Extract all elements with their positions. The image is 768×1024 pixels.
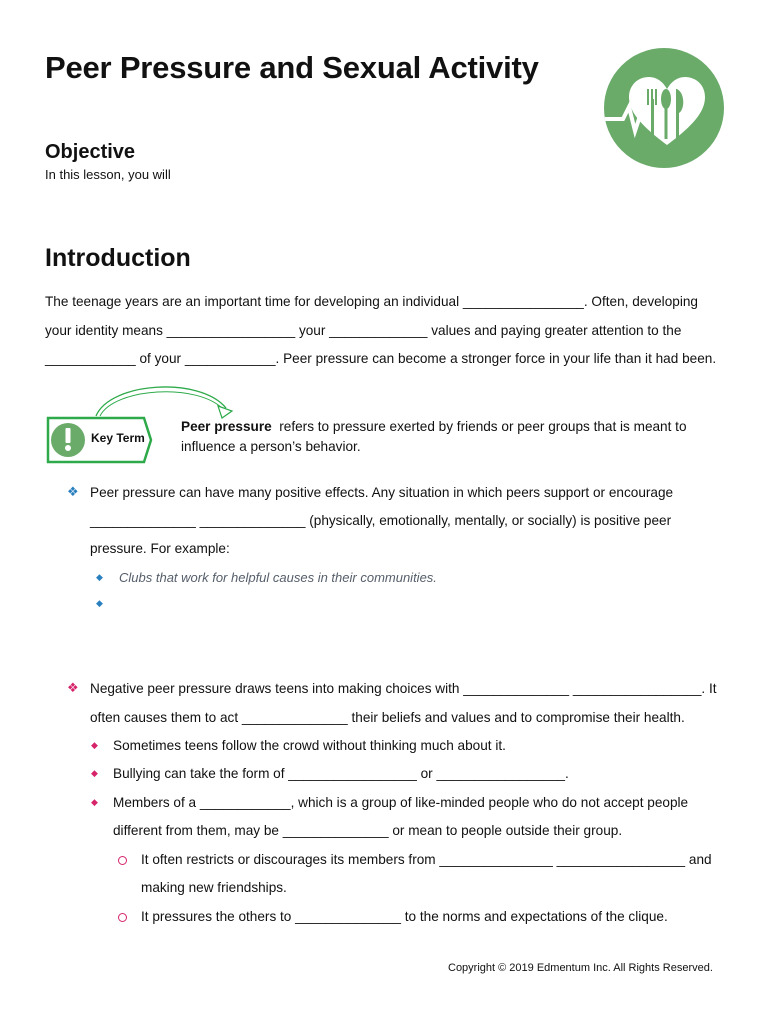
circle-bullet-icon xyxy=(118,913,127,922)
intro-line: The teenage years are an important time for developing an individual ________________. Often, developing xyxy=(45,294,698,309)
positive-line: pressure. For example: xyxy=(90,541,230,556)
small-diamond-bullet-icon: ◆ xyxy=(91,768,98,778)
clique-subitem: making new friendships. xyxy=(141,880,287,895)
heart-health-logo-icon xyxy=(603,47,725,169)
curved-arrow-icon xyxy=(90,380,240,420)
key-term-label: Key Term xyxy=(91,431,145,445)
negative-item: Bullying can take the form of _________________ or _________________. xyxy=(113,766,569,781)
intro-line: your identity means _________________ your _____________ values and paying greater attention to the xyxy=(45,323,682,338)
small-diamond-bullet-icon: ◆ xyxy=(96,598,103,608)
intro-line: ____________ of your ____________. Peer pressure can become a stronger force in your life than it had been. xyxy=(45,351,717,366)
clique-line: Members of a ____________, which is a group of like-minded people who do not accept people xyxy=(113,795,689,810)
clique-line: different from them, may be ______________ or mean to people outside their group. xyxy=(113,823,623,838)
negative-line: Negative peer pressure draws teens into making choices with ______________ _________________. It xyxy=(90,681,717,696)
positive-example: Clubs that work for helpful causes in their communities. xyxy=(119,570,437,585)
copyright: Copyright © 2019 Edmentum Inc. All Rights Reserved. xyxy=(448,962,713,974)
small-diamond-bullet-icon: ◆ xyxy=(96,572,103,582)
diamond-bullet-icon: ❖ xyxy=(67,484,79,499)
clique-subitem: It often restricts or discourages its members from _______________ _________________ and xyxy=(141,852,712,867)
definition-line: influence a person’s behavior. xyxy=(181,439,361,454)
page-title: Peer Pressure and Sexual Activity xyxy=(45,50,539,85)
introduction-heading: Introduction xyxy=(45,244,191,272)
small-diamond-bullet-icon: ◆ xyxy=(91,740,98,750)
objective-text: In this lesson, you will xyxy=(45,167,171,182)
small-diamond-bullet-icon: ◆ xyxy=(91,797,98,807)
diamond-bullet-icon: ❖ xyxy=(67,680,79,695)
key-term-word: Peer pressure xyxy=(181,419,272,434)
positive-line: Peer pressure can have many positive effects. Any situation in which peers support or encourage xyxy=(90,485,674,500)
key-term-definition xyxy=(181,417,721,457)
circle-bullet-icon xyxy=(118,856,127,865)
positive-line: ______________ ______________ (physically, emotionally, mentally, or socially) is positive peer xyxy=(90,513,672,528)
definition-line: refers to pressure exerted by friends or peer groups that is meant to xyxy=(279,419,687,434)
key-term-badge xyxy=(46,416,152,462)
negative-line: often causes them to act ______________ their beliefs and values and to compromise their health. xyxy=(90,710,685,725)
negative-item: Sometimes teens follow the crowd without thinking much about it. xyxy=(113,738,506,753)
objective-heading: Objective xyxy=(45,141,136,163)
clique-subitem: It pressures the others to ______________ to the norms and expectations of the clique. xyxy=(141,909,668,924)
